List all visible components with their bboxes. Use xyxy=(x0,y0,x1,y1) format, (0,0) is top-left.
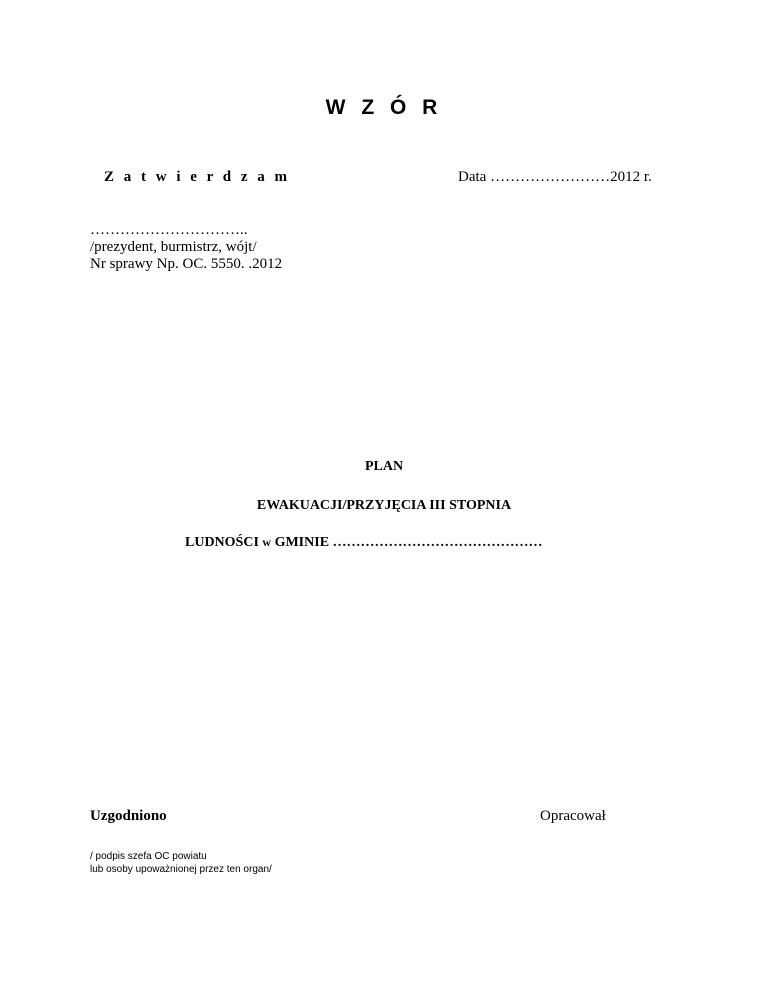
municipality-label: GMINIE ……………………………………… xyxy=(271,535,543,550)
signer-block xyxy=(90,222,282,273)
agreed-note-line-2: lub osoby upoważnionej przez ten organ/ xyxy=(90,864,272,875)
date-line: Data ……………………2012 r. xyxy=(458,169,652,185)
prepared-label: Opracował xyxy=(540,808,606,824)
plan-title: PLAN xyxy=(364,459,404,474)
case-number: Nr sprawy Np. OC. 5550. .2012 xyxy=(90,256,283,272)
plan-subtitle: EWAKUACJI/PRZYJĘCIA III STOPNIA xyxy=(256,498,512,513)
signer-role-line: /prezydent, burmistrz, wójt/ xyxy=(90,239,257,255)
plan-municipality-line xyxy=(185,535,543,551)
signature-line: ………………………….. xyxy=(90,222,248,238)
document-title: W Z Ó R xyxy=(325,96,443,119)
municipality-connector: w xyxy=(262,535,272,549)
agreed-label: Uzgodniono xyxy=(90,808,167,824)
approval-label: Z a t w i e r d z a m xyxy=(104,169,291,185)
agreed-note-line-1: / podpis szefa OC powiatu xyxy=(90,851,207,862)
plan-heading xyxy=(0,459,768,550)
population-prefix: LUDNOŚCI xyxy=(185,535,263,550)
agreed-signature-note xyxy=(90,850,272,876)
